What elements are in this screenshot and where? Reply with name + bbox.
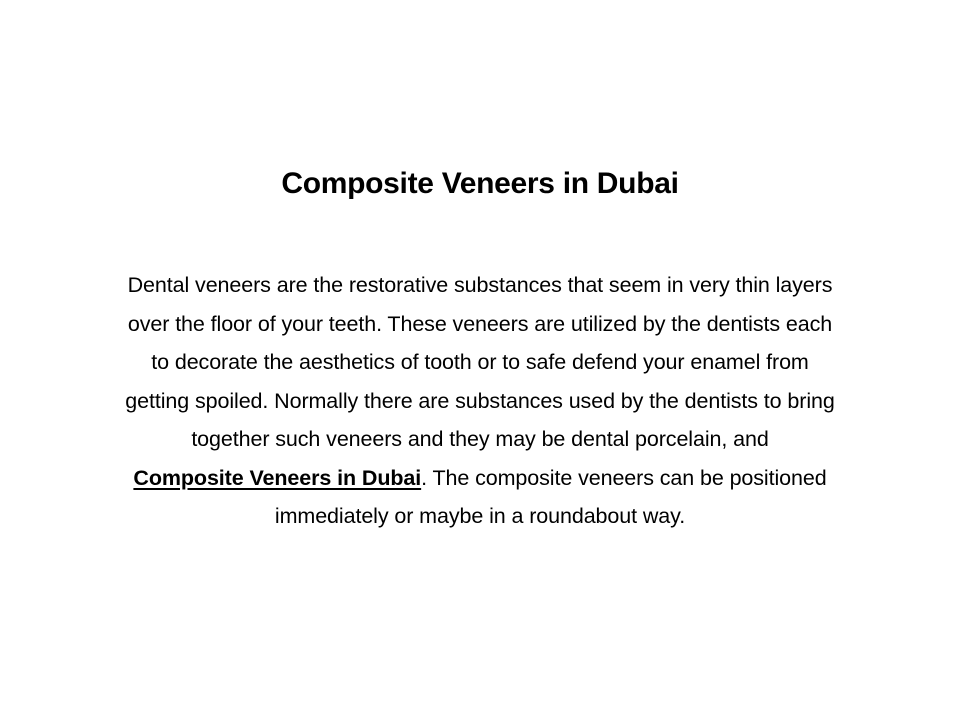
- paragraph-line: over the floor of your teeth. These veneers are utilized by the dentists each: [127, 311, 833, 336]
- paragraph-line: . The composite veneers can be positioned: [421, 465, 827, 490]
- slide-title: Composite Veneers in Dubai: [281, 167, 679, 200]
- paragraph-line: immediately or maybe in a roundabout way.: [274, 504, 686, 528]
- paragraph-line: Dental veneers are the restorative substances that seem in very thin layers: [127, 273, 833, 297]
- body-paragraph: [72, 266, 888, 536]
- paragraph-line: getting spoiled. Normally there are substances used by the dentists to bring: [125, 388, 835, 413]
- paragraph-line: to decorate the aesthetics of tooth or to safe defend your enamel from: [151, 350, 809, 374]
- paragraph-line: together such veneers and they may be dental porcelain, and: [191, 427, 769, 451]
- composite-veneers-link[interactable]: Composite Veneers in Dubai: [133, 465, 422, 490]
